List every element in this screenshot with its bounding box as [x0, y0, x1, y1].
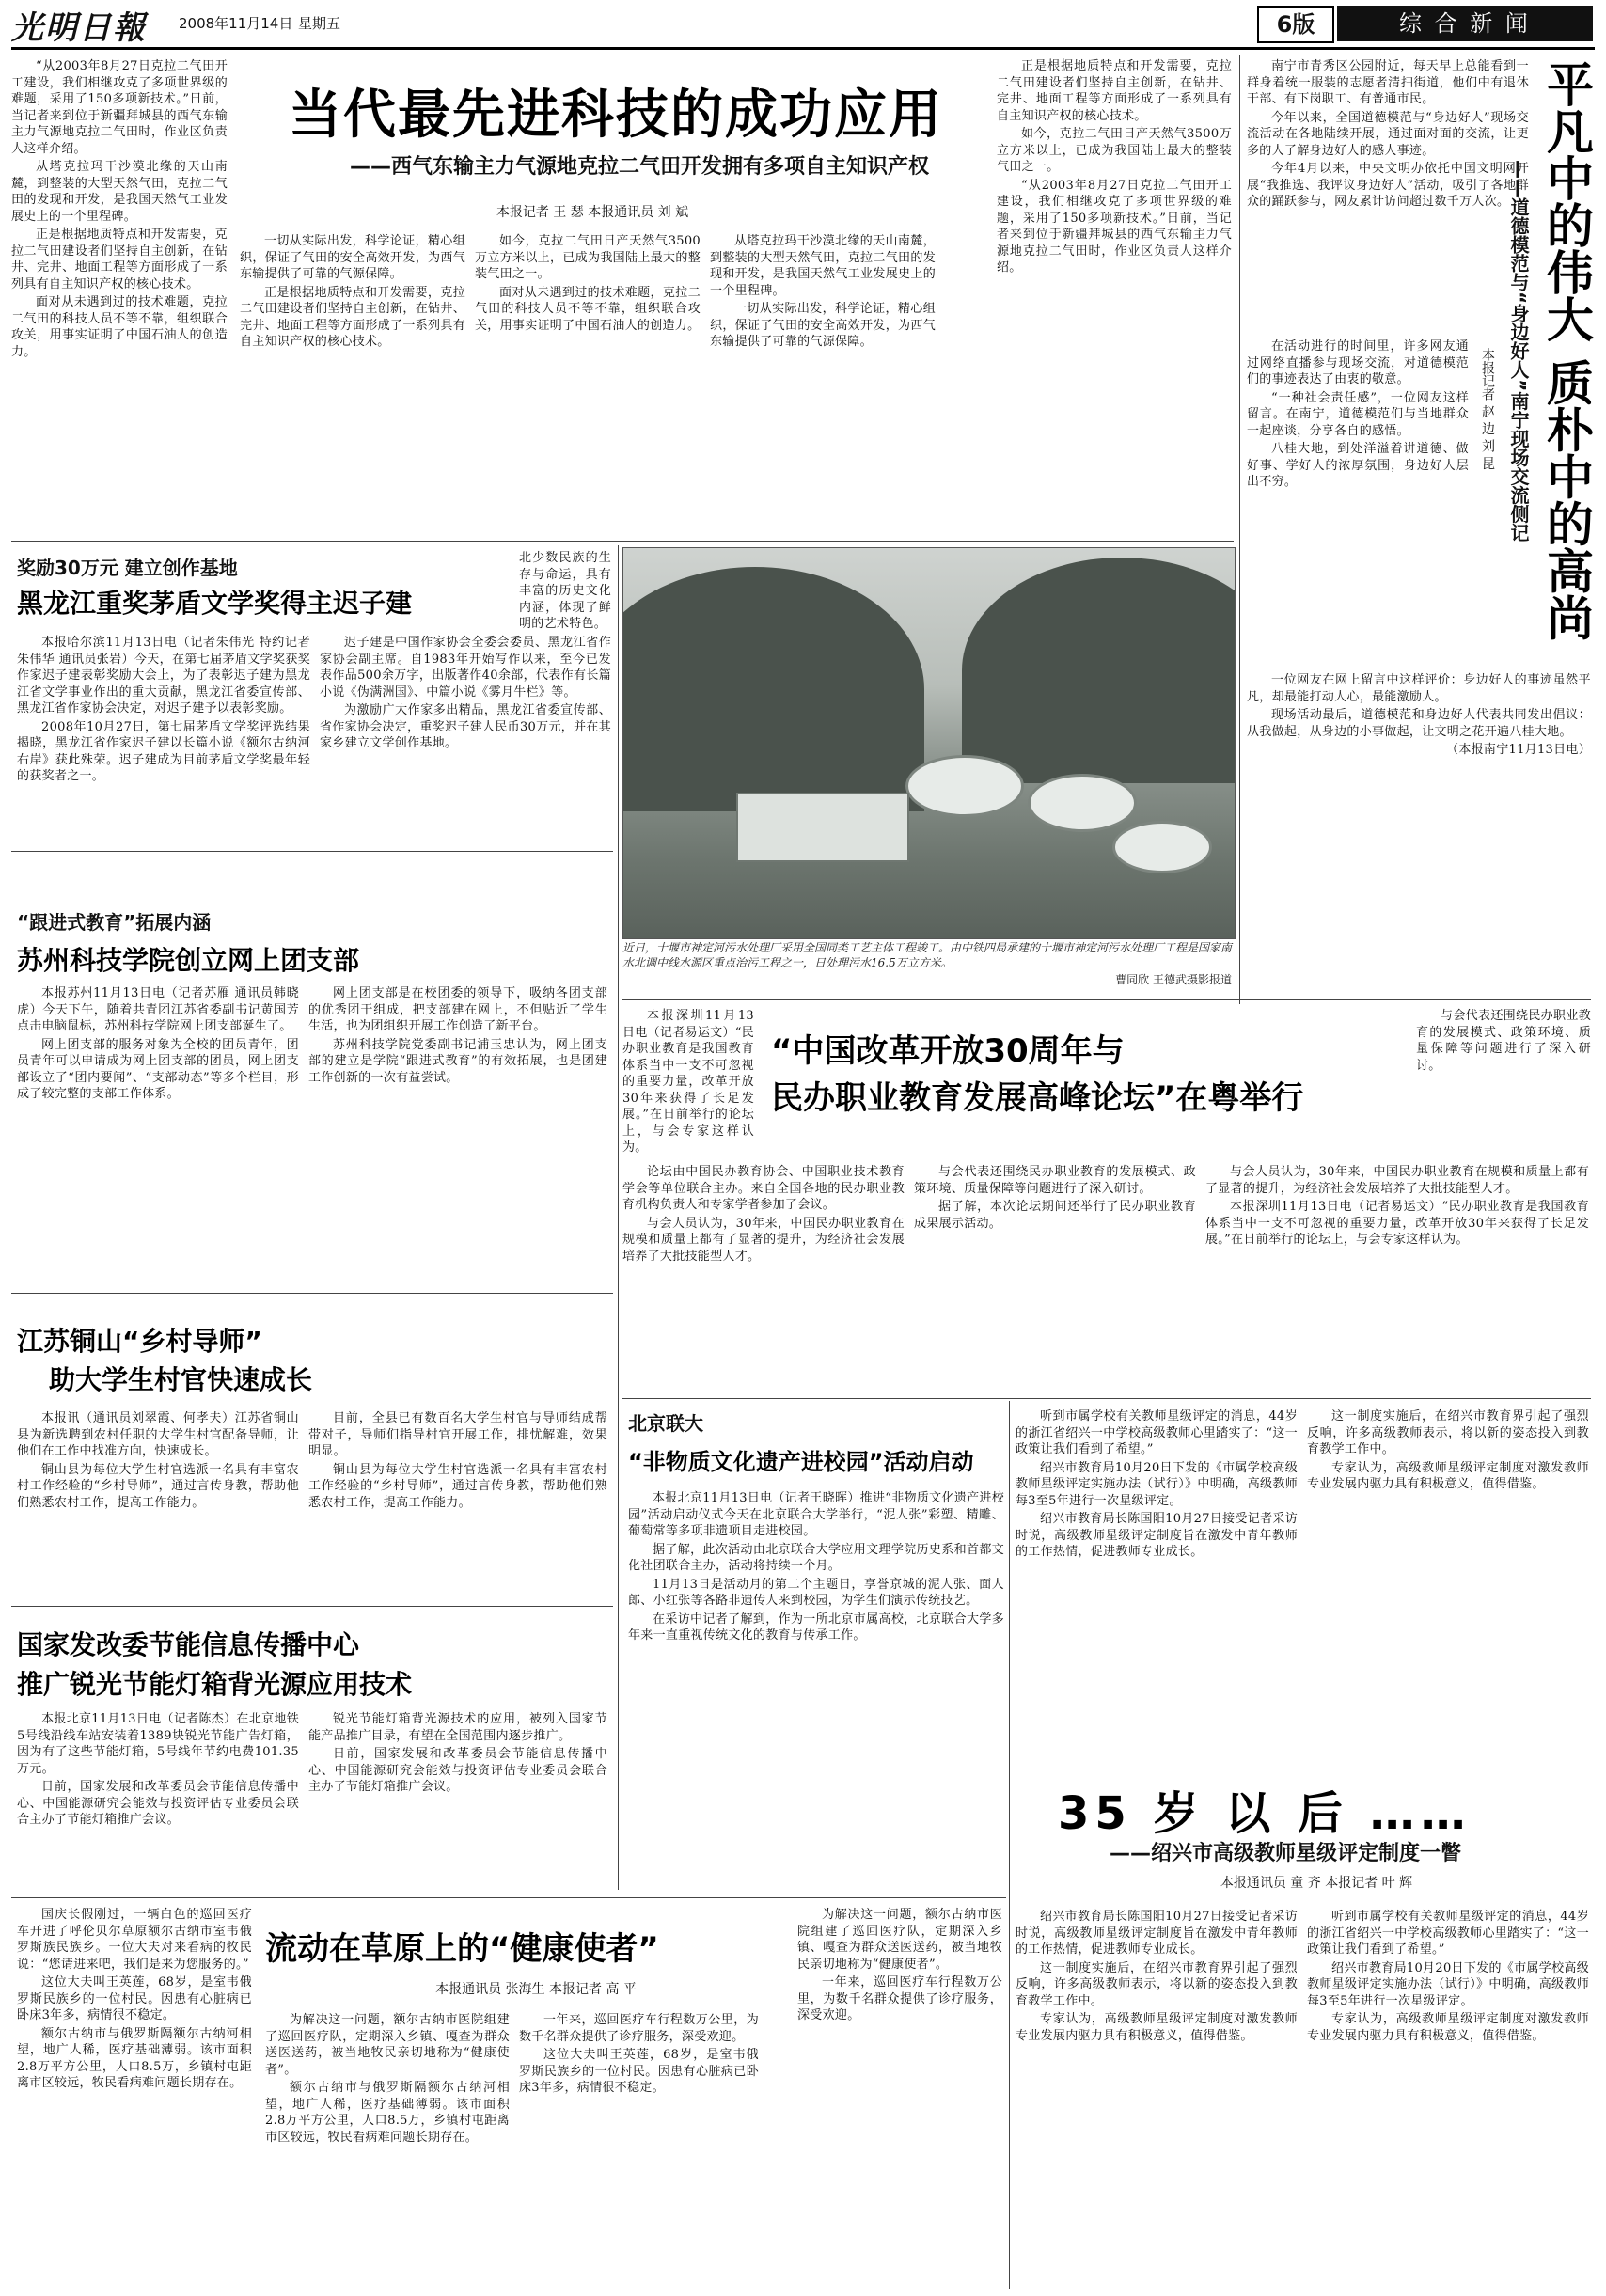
paragraph: 一位网友在网上留言中这样评价：身边好人的事迹虽然平凡，却最能打动人心，最能激励人。 — [1247, 673, 1591, 704]
paragraph: 今年4月以来，中央文明办依托中国文明网开展“我推选、我评议身边好人”活动，吸引了各地群众的踊跃参与，网友累计访问超过数千万人次。 — [1247, 162, 1529, 209]
masthead — [11, 6, 1595, 47]
section-title: 综 合 新 闻 — [1399, 10, 1531, 37]
paragraph: 面对从未遇到过的技术难题，克拉二气田的科技人员不等不靠，组织联合攻关，用事实证明了中国石油人的创造力。 — [475, 285, 701, 333]
paragraph: 据了解，此次活动由北京联合大学应用文理学院历史系和首都文化社团联合主办，活动将持续一个月。 — [628, 1542, 1004, 1573]
art4-col-b — [308, 1711, 607, 1899]
art2-col-b — [308, 985, 607, 1286]
paragraph: 正是根据地质特点和开发需要，克拉二气田建设者们坚持自主创新，在钻井、完井、地面工程等方面形成了一系列具有自主知识产权的核心技术。 — [11, 228, 228, 291]
art8-col-b — [265, 2012, 510, 2290]
art3-headline-line2: 助大学生村官快速成长 — [49, 1364, 313, 1395]
art1-col-a — [17, 635, 310, 846]
paragraph: 在活动进行的时间里，许多网友通过网络直播参与现场交流，对道德模范们的事迹表达了由衷的敬意。 — [1247, 339, 1469, 386]
art6-headline: “非物质文化遗产进校园”活动启动 — [628, 1449, 974, 1475]
paragraph: 迟子建是中国作家协会全委会委员、黑龙江省作家协会副主席。自1983年开始写作以来，至今已发表作品500余万字，出版著作40余部，代表作有长篇小说《伪满洲国》、中篇小说《雾月牛栏》等。 — [320, 636, 611, 700]
paragraph: 网上团支部的服务对象为全校的团员青年，团员青年可以申请成为网上团支部的团员，网上团支部设立了“团内要闻”、“支部动态”等多个栏目，形成了较完整的支部工作体系。 — [17, 1037, 299, 1101]
paragraph: “从2003年8月27日克拉二气田开工建设，我们相继攻克了多项世界级的难题，采用了150多项新技术。”日前，当记者来到位于新疆拜城县的西气东输主力气源地克拉二气田时，作业区负责人这样介绍。 — [11, 59, 228, 156]
art7-headline: 35 岁 以 后 …… — [1058, 1787, 1472, 1840]
paragraph: 绍兴市教育局长陈国阳10月27日接受记者采访时说，高级教师星级评定制度旨在激发中青年教师的工作热情，促进教师专业成长。 — [1016, 1910, 1298, 1957]
paragraph: 与会人员认为，30年来，中国民办职业教育在规模和质量上都有了显著的提升，为经济社会发展培养了大批技能型人才。 — [1205, 1165, 1589, 1196]
issue-date: 2008年11月14日 — [179, 15, 293, 32]
paragraph: 今年以来，全国道德模范与“身边好人”现场交流活动在各地陆续开展，通过面对面的交流，让更多的人了解身边好人的感人事迹。 — [1247, 110, 1529, 158]
art1-headline: 黑龙江重奖茅盾文学奖得主迟子建 — [17, 588, 413, 619]
paragraph: 额尔古纳市与俄罗斯隔额尔古纳河相望，地广人稀，医疗基础薄弱。该市面积2.8万平方公里，人口8.5万，乡镇村屯距离市区较远，牧民看病难问题长期存在。 — [265, 2081, 510, 2145]
paragraph: 在采访中记者了解到，作为一所北京市属高校，北京联合大学多年来一直重视传统文化的教育与传承工作。 — [628, 1612, 1004, 1643]
art7-col-b — [1307, 1408, 1589, 1766]
paragraph: 这一制度实施后，在绍兴市教育界引起了强烈反响，许多高级教师表示，将以新的姿态投入到教育教学工作中。 — [1016, 1960, 1298, 2008]
art7-col-a — [1016, 1408, 1298, 1766]
paragraph: 绍兴市教育局长陈国阳10月27日接受记者采访时说，高级教师星级评定制度旨在激发中青年教师的工作热情，促进教师专业成长。 — [1016, 1512, 1298, 1559]
section-rule-2 — [11, 851, 613, 852]
clarifier-tank — [1028, 774, 1137, 832]
section-rule-3 — [11, 1293, 613, 1294]
lead-byline: 本报记者 王 瑟 本报通讯员 刘 斌 — [496, 205, 689, 220]
art8-byline: 本报通讯员 张海生 本报记者 高 平 — [435, 1982, 637, 1997]
right-feature-col-b — [1247, 338, 1469, 668]
art3-col-a — [17, 1410, 299, 1598]
paragraph: 听到市属学校有关教师星级评定的消息，44岁的浙江省绍兴一中学校高级教师心里踏实了：“这一政策让我们看到了希望。” — [1307, 1910, 1589, 1957]
art7-byline: 本报通讯员 童 齐 本报记者 叶 辉 — [1220, 1876, 1413, 1891]
right-feature-byline: 本报记者 赵 边 刘 昆 — [1480, 348, 1495, 470]
paragraph: 为解决这一问题，额尔古纳市医院组建了巡回医疗队，定期深入乡镇、嘎查为群众送医送药，被当地牧民亲切地称为“健康使者”。 — [797, 1908, 1002, 1972]
paragraph: 与会代表还围绕民办职业教育的发展模式、政策环境、质量保障等问题进行了深入研讨。 — [914, 1165, 1196, 1196]
paragraph: 绍兴市教育局10月20日下发的《市属学校高级教师星级评定实施办法（试行）》中明确，高级教师每3至5年进行一次星级评定。 — [1307, 1960, 1589, 2008]
issue-weekday: 星期五 — [298, 15, 341, 32]
right-feature-col-c — [1247, 672, 1591, 997]
art5-headline-line2: 民办职业教育发展高峰论坛”在粤举行 — [771, 1079, 1304, 1117]
paragraph: 一年来，巡回医疗车行程数万公里，为数千名群众提供了诊疗服务，深受欢迎。 — [797, 1975, 1002, 2022]
art8-col-c — [519, 2012, 759, 2290]
paragraph: 听到市属学校有关教师星级评定的消息，44岁的浙江省绍兴一中学校高级教师心里踏实了：“这一政策让我们看到了希望。” — [1016, 1409, 1298, 1456]
paragraph: “从2003年8月27日克拉二气田开工建设，我们相继攻克了多项世界级的难题，采用了150多项新技术。”日前，当记者来到位于新疆拜城县的西气东输主力气源地克拉二气田时，作业区负责人这样介绍。 — [997, 178, 1232, 275]
art5-col-b — [622, 1164, 905, 1390]
art5-col-e — [1416, 1008, 1591, 1158]
right-feature-subtitle: ——道德模范与“身边好人”南宁现场交流侧记 — [1507, 160, 1530, 543]
art6-col-a — [628, 1490, 1004, 1885]
lead-col-4 — [710, 233, 936, 534]
section-rule-6 — [622, 1398, 1591, 1399]
paragraph: 目前，全县已有数百名大学生村官与导师结成帮带对子，导师们指导村官开展工作，排忧解难，效果明显。 — [308, 1411, 607, 1458]
paragraph: 与会人员认为，30年来，中国民办职业教育在规模和质量上都有了显著的提升，为经济社会发展培养了大批技能型人才。 — [622, 1216, 905, 1264]
art2-col-a — [17, 985, 299, 1286]
art4-headline-line1: 国家发改委节能信息传播中心 — [17, 1629, 360, 1660]
newspaper-logo: 光明日報 — [11, 9, 147, 47]
paragraph: 从塔克拉玛干沙漠北缘的天山南麓，到整装的大型天然气田，克拉二气田的发现和开发，是我国天然气工业发展史上的一个里程碑。 — [11, 160, 228, 224]
paragraph: 本报北京11月13日电（记者王晓晖）推进“非物质文化遗产进校园”活动启动仪式今天在北京联合大学举行，“泥人张”彩塑、精雕、葡萄常等多项非遗项目走进校园。 — [628, 1491, 1004, 1538]
paragraph: 本报苏州11月13日电（记者苏雁 通讯员韩晓虎）今天下午，随着共青团江苏省委副书记黄国芳点击电脑鼠标，苏州科技学院网上团支部诞生了。 — [17, 986, 299, 1033]
art4-col-a — [17, 1711, 299, 1899]
lead-headline: 当代最先进科技的成功应用 — [289, 85, 943, 146]
paragraph: 据了解，本次论坛期间还举行了民办职业教育成果展示活动。 — [914, 1200, 1196, 1231]
lead-intro-col — [11, 58, 228, 534]
art7-subtitle: ——绍兴市高级教师星级评定制度一瞥 — [1110, 1842, 1462, 1865]
section-rule-1 — [11, 541, 1234, 542]
art7-col-d — [1307, 1909, 1589, 2285]
art3-col-b — [308, 1410, 607, 1598]
section-rule-5 — [622, 999, 1591, 1000]
art5-col-d — [1205, 1164, 1589, 1390]
clarifier-tank — [905, 755, 1024, 817]
paragraph: 本报深圳11月13日电（记者易运文）“民办职业教育是我国教育体系当中一支不可忽视的重要力量，改革开放30年来获得了长足发展。”在日前举行的论坛上，与会专家这样认为。 — [1205, 1200, 1589, 1247]
paragraph: 正是根据地质特点和开发需要，克拉二气田建设者们坚持自主创新，在钻井、完井、地面工程等方面形成了一系列具有自主知识产权的核心技术。 — [997, 59, 1232, 123]
paragraph: 论坛由中国民办教育协会、中国职业技术教育学会等单位联合主办。来自全国各地的民办职业教育机构负责人和专家学者参加了会议。 — [622, 1165, 905, 1212]
paragraph: 本报深圳11月13日电（记者易运文）“民办职业教育是我国教育体系当中一支不可忽视的重要力量，改革开放30年来获得了长足发展。”在日前举行的论坛上，与会专家这样认为。 — [622, 1009, 754, 1155]
right-feature-headline: 平凡中的伟大 质朴中的高尚 — [1539, 60, 1594, 641]
art8-col-a — [17, 1907, 252, 2290]
paragraph: 本报哈尔滨11月13日电（记者朱伟光 特约记者朱伟华 通讯员张岩）今天，在第七届茅盾文学奖获奖作家迟子建表彰奖励大会上，为了表彰迟子建为黑龙江省文学事业作出的重大贡献，黑龙江省委宣传部、黑龙江省作家协会决定，对迟子建予以表彰奖励。 — [17, 636, 310, 716]
paragraph: 绍兴市教育局10月20日下发的《市属学校高级教师星级评定实施办法（试行）》中明确，高级教师每3至5年进行一次星级评定。 — [1016, 1460, 1298, 1508]
mountain-shape — [962, 558, 1236, 783]
paragraph: 专家认为，高级教师星级评定制度对激发教师专业发展内驱力具有积极意义，值得借鉴。 — [1016, 2012, 1298, 2043]
masthead-rule — [11, 47, 1595, 50]
page-number-box — [1257, 6, 1334, 43]
paragraph: 正是根据地质特点和开发需要，克拉二气田建设者们坚持自主创新，在钻井、完井、地面工程等方面形成了一系列具有自主知识产权的核心技术。 — [240, 285, 465, 349]
paragraph: 现场活动最后，道德模范和身边好人代表共同发出倡议：从我做起，从身边的小事做起，让文明之花开遍八桂大地。 — [1247, 708, 1591, 739]
art6-kicker: 北京联大 — [628, 1412, 703, 1435]
art3-headline-line1: 江苏铜山“乡村导师” — [17, 1326, 262, 1357]
lead-col-5 — [997, 58, 1232, 534]
art7-col-c — [1016, 1909, 1298, 2285]
paragraph: 这一制度实施后，在绍兴市教育界引起了强烈反响，许多高级教师表示，将以新的姿态投入到教育教学工作中。 — [1307, 1409, 1589, 1456]
paragraph: 日前，国家发展和改革委员会节能信息传播中心、中国能源研究会能效与投资评估专业委员会联合主办了节能灯箱推广会议。 — [17, 1780, 299, 1827]
art8-col-d — [797, 1907, 1002, 2290]
paragraph: 这位大夫叫王英莲，68岁，是室韦俄罗斯民族乡的一位村民。因患有心脏病已卧床3年多，病情很不稳定。 — [17, 1975, 252, 2022]
paragraph: 八桂大地，到处洋溢着讲道德、做好事、学好人的浓厚氛围，身边好人层出不穷。 — [1247, 442, 1469, 489]
paragraph: 为激励广大作家多出精品，黑龙江省委宣传部、省作家协会决定，重奖迟子建人民币30万元，并在其家乡建立文学创作基地。 — [320, 703, 611, 750]
paragraph: 铜山县为每位大学生村官选派一名具有丰富农村工作经验的“乡村导师”，通过言传身教，帮助他们熟悉农村工作，提高工作能力。 — [17, 1462, 299, 1510]
paragraph: 2008年10月27日，第七届茅盾文学奖评选结果揭晓，黑龙江省作家迟子建以长篇小说《额尔古纳河右岸》获此殊荣。迟子建成为目前茅盾文学奖最年轻的获奖者之一。 — [17, 719, 310, 783]
photo-caption: 近日，十堰市神定河污水处理厂采用全国同类工艺主体工程竣工。由中铁四局承建的十堰市神定河污水处理厂工程是国家南水北调中线水源区重点治污工程之一，日处理污水16.5万立方米。 — [622, 941, 1233, 969]
paragraph: 本报北京11月13日电（记者陈杰）在北京地铁5号线沿线车站安装着1389块锐光节能广告灯箱，因为有了这些节能灯箱，5号线年节约电费101.35万元。 — [17, 1712, 299, 1776]
paragraph: 国庆长假刚过，一辆白色的巡回医疗车开进了呼伦贝尔草原额尔古纳市室韦俄罗斯族民族乡。一位大夫对来看病的牧民说：“您请进来吧，我们是来为您服务的。” — [17, 1908, 252, 1972]
section-rule-4 — [11, 1606, 613, 1607]
paragraph: 这位大夫叫王英莲，68岁，是室韦俄罗斯民族乡的一位村民。因患有心脏病已卧床3年多，病情很不稳定。 — [519, 2048, 759, 2095]
paragraph: 专家认为，高级教师星级评定制度对激发教师专业发展内驱力具有积极意义，值得借鉴。 — [1307, 1460, 1589, 1491]
paragraph: 一切从实际出发，科学论证，精心组织，保证了气田的安全高效开发，为西气东输提供了可靠的气源保障。 — [240, 234, 465, 281]
paragraph: 面对从未遇到过的技术难题，克拉二气田的科技人员不等不靠，组织联合攻关，用事实证明了中国石油人的创造力。 — [11, 295, 228, 359]
paragraph: 一切从实际出发，科学论证，精心组织，保证了气田的安全高效开发，为西气东输提供了可靠的气源保障。 — [710, 302, 936, 349]
art4-headline-line2: 推广锐光节能灯箱背光源应用技术 — [17, 1669, 413, 1700]
mountain-shape — [622, 567, 924, 811]
paragraph: 从塔克拉玛干沙漠北缘的天山南麓，到整装的大型天然气田，克拉二气田的发现和开发，是我国天然气工业发展史上的一个里程碑。 — [710, 234, 936, 298]
paragraph: 本报讯（通讯员刘翠霞、何孝夫）江苏省铜山县为新选聘到农村任职的大学生村官配备导师，让他们在工作中找准方向，快速成长。 — [17, 1411, 299, 1458]
art5-lead-col — [622, 1008, 754, 1158]
paragraph: 日前，国家发展和改革委员会节能信息传播中心、中国能源研究会能效与投资评估专业委员会联合主办了节能灯箱推广会议。 — [308, 1747, 607, 1794]
right-feature-col-a — [1247, 58, 1529, 331]
paragraph: 网上团支部是在校团委的领导下，吸纳各团支部的优秀团干组成，把支部建在网上，不但贴近了学生生活，也为团组织开展工作创造了新平台。 — [308, 986, 607, 1033]
right-feature-divider — [1239, 55, 1240, 1004]
art2-headline: 苏州科技学院创立网上团支部 — [17, 945, 360, 976]
lead-col-3 — [475, 233, 701, 534]
paragraph: 如今，克拉二气田日产天然气3500万立方米以上，已成为我国陆上最大的整装气田之一。 — [997, 127, 1232, 174]
art1-sidebar: 北少数民族的生存与命运，具有丰富的历史文化内涵，体现了鲜明的艺术特色。 — [519, 551, 611, 631]
paragraph: 一年来，巡回医疗车行程数万公里，为数千名群众提供了诊疗服务，深受欢迎。 — [519, 2013, 759, 2044]
art5-col-c — [914, 1164, 1196, 1390]
treatment-plant-photo — [622, 547, 1236, 939]
lead-col-2 — [240, 233, 465, 534]
paragraph: 锐光节能灯箱背光源技术的应用，被列入国家节能产品推广目录，有望在全国范围内逐步推广。 — [308, 1712, 607, 1743]
paragraph: 与会代表还围绕民办职业教育的发展模式、政策环境、质量保障等问题进行了深入研讨。 — [1416, 1009, 1591, 1073]
art5-headline-line1: “中国改革开放30周年与 — [771, 1032, 1125, 1070]
column-divider — [1009, 1401, 1010, 2289]
paragraph: “一种社会责任感”，一位网友这样留言。在南宁，道德模范们与当地群众一起座谈，分享各自的感悟。 — [1247, 390, 1469, 438]
art8-headline: 流动在草原上的“健康使者” — [265, 1930, 659, 1968]
paragraph: 11月13日是活动月的第二个主题日，享誉京城的泥人张、面人郎、小红张等各路非遗传人来到校园，为学生们演示传统技艺。 — [628, 1577, 1004, 1608]
clarifier-tank — [1112, 821, 1212, 873]
paragraph: 铜山县为每位大学生村官选派一名具有丰富农村工作经验的“乡村导师”，通过言传身教，帮助他们熟悉农村工作，提高工作能力。 — [308, 1462, 607, 1510]
paragraph: 额尔古纳市与俄罗斯隔额尔古纳河相望，地广人稀，医疗基础薄弱。该市面积2.8万平方公里，人口8.5万，乡镇村屯距离市区较远，牧民看病难问题长期存在。 — [17, 2026, 252, 2090]
paragraph: 苏州科技学院党委副书记浦玉忠认为，网上团支部的建立是学院“跟进式教育”的有效拓展，也是团建工作创新的一次有益尝试。 — [308, 1037, 607, 1085]
column-divider — [618, 545, 619, 1890]
section-rule-7 — [11, 1897, 1006, 1898]
paragraph: 如今，克拉二气田日产天然气3500万立方米以上，已成为我国陆上最大的整装气田之一。 — [475, 234, 701, 281]
lead-subtitle: ——西气东输主力气源地克拉二气田开发拥有多项自主知识产权 — [349, 155, 929, 179]
paragraph: 为解决这一问题，额尔古纳市医院组建了巡回医疗队，定期深入乡镇、嘎查为群众送医送药，被当地牧民亲切地称为“健康使者”。 — [265, 2013, 510, 2077]
dateline: （本报南宁11月13日电） — [1446, 743, 1591, 757]
photo-credit: 曹同欣 王德武摄影报道 — [1115, 973, 1232, 986]
art2-kicker: “跟进式教育”拓展内涵 — [17, 911, 212, 934]
plant-basins — [736, 793, 909, 862]
art1-kicker: 奖励30万元 建立创作基地 — [17, 557, 238, 579]
section-banner — [1337, 6, 1593, 41]
paragraph: 专家认为，高级教师星级评定制度对激发教师专业发展内驱力具有积极意义，值得借鉴。 — [1307, 2012, 1589, 2043]
art1-col-b — [320, 635, 611, 846]
page-number: 6版 — [1276, 11, 1315, 38]
paragraph: 南宁市青秀区公园附近，每天早上总能看到一群身着统一服装的志愿者清扫街道，他们中有退休干部、有下岗职工、有普通市民。 — [1247, 59, 1529, 106]
